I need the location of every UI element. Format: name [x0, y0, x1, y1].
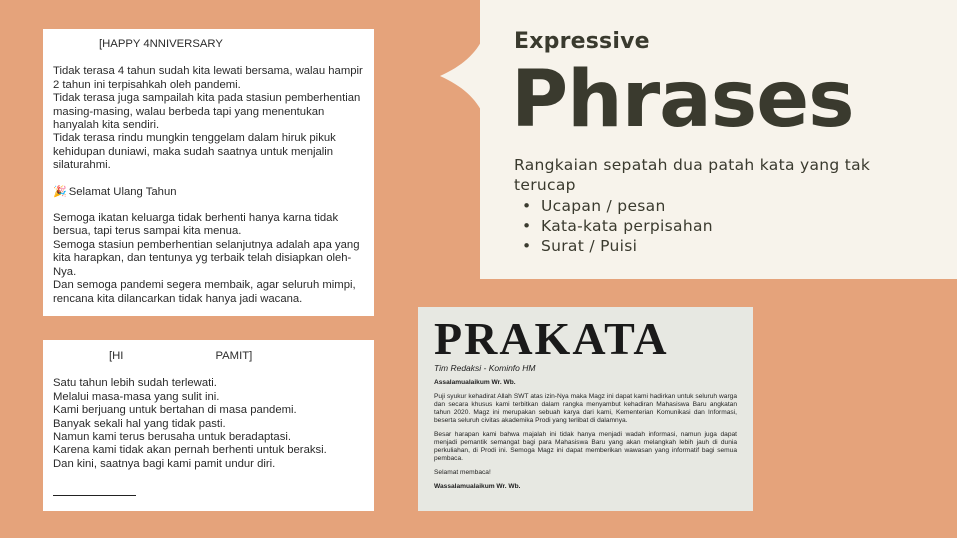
- farewell-line: Satu tahun lebih sudah terlewati.: [53, 377, 217, 390]
- prakata-signoff: Wassalamualaikum Wr. Wb.: [434, 483, 521, 490]
- farewell-line: Kami berjuang untuk bertahan di masa pandemi.: [53, 404, 297, 417]
- farewell-line: Banyak sekali hal yang tidak pasti.: [53, 417, 226, 430]
- greeting-text: Selamat Ulang Tahun: [68, 185, 177, 198]
- prakata-closing: Selamat membaca!: [434, 469, 491, 476]
- farewell-line: Namun kami terus berusaha untuk beradaptasi.: [53, 431, 291, 444]
- bullet-item: • Kata-kata perpisahan: [522, 216, 713, 236]
- prakata-page: [418, 307, 753, 511]
- anniversary-paragraph: Semoga ikatan keluarga tidak berhenti hanya karna tidak bersua, tapi terus sampai kita menua.: [53, 212, 339, 238]
- prakata-paragraph: Puji syukur kehadirat Allah SWT atas izin-Nya maka Magz ini dapat kami hadirkan untuk seluruh warga dan secara khusus kami terbitkan dalam rangka menyambut kehadiran Mahasiswa Baru angkatan tahun 2020. Magz ini merupakan sebuah karya dari kami, Kementerian Komunikasi dan Informasi, beserta seluruh civitas akademika Prodi yang terlibat di dalamnya.: [434, 393, 737, 424]
- farewell-title-left: [HI: [109, 350, 124, 362]
- bullet-list: [522, 196, 713, 256]
- farewell-line: Karena kami tidak akan pernah berhenti untuk beraksi.: [53, 444, 327, 457]
- anniversary-paragraph: Tidak terasa rindu mungkin tenggelam dalam hiruk pikuk kehidupan duniawi, maka sudah saatnya untuk menjalin silaturahmi.: [53, 132, 336, 172]
- anniversary-title: [HAPPY 4NNIVERSARY: [99, 38, 223, 50]
- bullet-item: • Surat / Puisi: [522, 236, 713, 256]
- prakata-byline: Tim Redaksi - Kominfo HM: [434, 363, 536, 373]
- party-popper-icon: 🎉: [53, 185, 67, 198]
- anniversary-card: [43, 29, 374, 316]
- description: Rangkaian sepatah dua patah kata yang tak terucap: [514, 156, 871, 194]
- signature-line: [53, 495, 136, 496]
- prakata-title: PRAKATA: [434, 313, 669, 364]
- prakata-paragraph: Besar harapan kami bahwa majalah ini tidak hanya menjadi wadah informasi, namun juga dapat menjadi pemantik semangat bagi para Mahasiswa Baru yang akan melangkah lebih jauh di dunia perkuliahan, di Prodi ini. Semoga Magz ini dapat memberikan wawasan yang informatif bagi semua pembaca.: [434, 431, 737, 462]
- farewell-title: [109, 350, 364, 363]
- farewell-line: Melalui masa-masa yang sulit ini.: [53, 390, 220, 403]
- anniversary-paragraph: Tidak terasa 4 tahun sudah kita lewati bersama, walau hampir 2 tahun ini terpisahkah oleh pandemi.: [53, 65, 363, 91]
- farewell-title-right: PAMIT]: [215, 350, 253, 362]
- farewell-line: Dan kini, saatnya bagi kami pamit undur diri.: [53, 457, 276, 470]
- farewell-card: [43, 340, 374, 511]
- anniversary-paragraph: Semoga stasiun pemberhentian selanjutnya adalah apa yang kita harapkan, dan tentunya yg terbaik telah disiapkan oleh-Nya.: [53, 238, 360, 278]
- anniversary-paragraph: Dan semoga pandemi segera membaik, agar seluruh mimpi, rencana kita dilancarkan tidak hanya jadi wacana.: [53, 279, 356, 305]
- anniversary-paragraph: Tidak terasa juga sampailah kita pada stasiun pemberhentian masing-masing, walau berbeda tapi yang menentukan hanyalah kita sendiri.: [53, 92, 361, 132]
- headline: Phrases: [511, 55, 854, 145]
- greeting-line: [53, 186, 364, 199]
- panel-notch: [440, 36, 484, 116]
- kicker-text: Expressive: [514, 29, 650, 54]
- bullet-item: • Ucapan / pesan: [522, 196, 713, 216]
- prakata-salutation: Assalamualaikum Wr. Wb.: [434, 379, 516, 386]
